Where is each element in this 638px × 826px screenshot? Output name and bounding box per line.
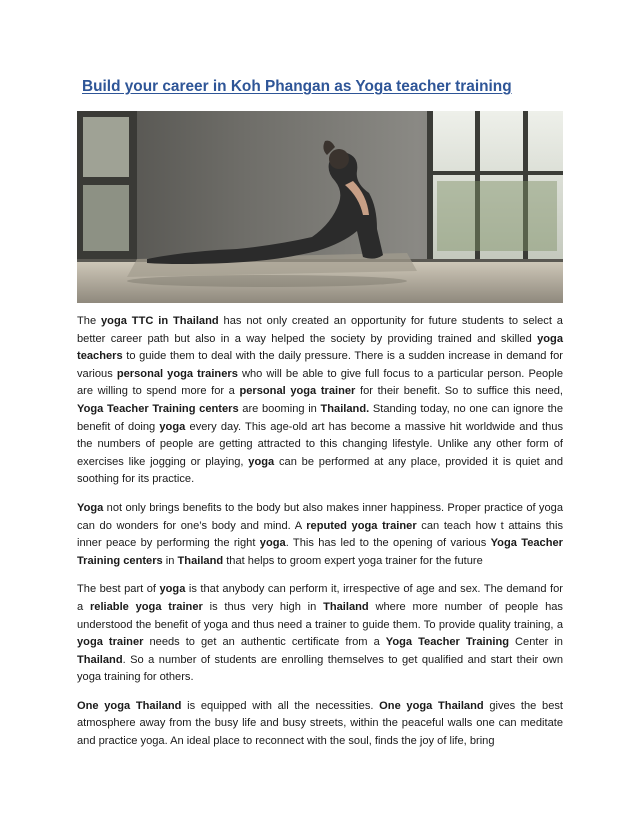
text-run: for their benefit. So to suffice this need,: [355, 385, 563, 398]
bold-keyword: personal yoga trainers: [116, 367, 238, 380]
bold-keyword: yoga TTC in Thailand: [101, 315, 219, 327]
yoga-cobra-pose-photo: [77, 111, 563, 303]
yoga-photo: [77, 111, 563, 303]
text-run: is thus very high in: [202, 600, 324, 613]
bold-keyword: reliable yoga trainer: [89, 600, 203, 613]
text-run: that helps to groom expert yoga trainer for the future: [223, 554, 483, 567]
bold-keyword: yoga: [259, 537, 286, 550]
text-run: can be performed at any place, provided it is quiet and soothing for its practice.: [77, 455, 563, 486]
bold-keyword: yoga trainer: [77, 636, 144, 649]
text-run: not only brings benefits to the body but also makes inner happiness. Proper practice of yoga can do wonders for one’s body and mind. A: [77, 501, 563, 532]
article-body: [77, 313, 563, 762]
bold-keyword: Thailand.: [320, 402, 370, 415]
text-run: The: [77, 315, 102, 327]
text-run: to guide them to deal with the daily pressure. There is a sudden increase in demand for various: [77, 350, 563, 380]
text-run: gives the best atmosphere away from the busy life and busy streets, within the peaceful walls one can meditate and practice yoga. An ideal place to reconnect with the soul, finds the joy of life, bring: [77, 699, 563, 748]
bold-keyword: yoga teachers: [77, 332, 563, 363]
text-run: is that anybody can perform it, irrespective of age and sex. The demand for a: [77, 583, 563, 613]
bold-keyword: Thailand: [323, 600, 369, 613]
bold-keyword: reputed yoga trainer: [306, 519, 417, 532]
text-run: . This has led to the opening of various: [285, 537, 491, 550]
paragraph: [77, 313, 563, 489]
page-title: Build your career in Koh Phangan as Yoga teacher training: [82, 78, 512, 95]
text-run: Standing today, no one can ignore the benefit of doing: [77, 402, 564, 433]
text-run: needs to get an authentic certificate from a: [143, 636, 386, 649]
bold-keyword: One yoga Thailand: [77, 699, 182, 712]
text-run: in: [162, 554, 178, 567]
text-run: who will be able to give full focus to a particular person. People are willing to spend more for a: [77, 367, 563, 398]
text-run: Center in: [509, 636, 563, 649]
text-run: where more number of people has understood the benefit of yoga and thus need a trainer to guide them. To provide quality training, a: [77, 600, 563, 631]
bold-keyword: Thailand: [177, 554, 224, 567]
bold-keyword: Yoga Teacher Training centers: [77, 402, 239, 415]
text-run: can teach how t attains this inner peace by performing the right: [77, 519, 563, 550]
bold-keyword: personal yoga trainer: [239, 385, 356, 398]
bold-keyword: yoga: [159, 420, 186, 433]
bold-keyword: One yoga Thailand: [379, 699, 484, 712]
text-run: has not only created an opportunity for future students to select a better career path but also in a way helped the society by providing trained and skilled: [77, 315, 563, 345]
text-run: are booming in: [238, 402, 321, 415]
bold-keyword: yoga: [159, 583, 186, 596]
paragraph: [77, 581, 563, 687]
paragraph: [77, 500, 563, 570]
bold-keyword: Yoga Teacher Training centers: [77, 537, 563, 567]
bold-keyword: Thailand: [77, 653, 123, 666]
bold-keyword: Yoga Teacher Training: [385, 636, 509, 649]
paragraph: [77, 698, 563, 751]
text-run: . So a number of students are enrolling themselves to get qualified and start their own yoga training for others.: [77, 653, 563, 684]
text-run: every day. This age-old art has become a massive hit worldwide and thus the numbers of people are getting attracted to this changing lifestyle. Unlike any other form of exercises like jogging or playing,: [77, 420, 563, 468]
text-run: is equipped with all the necessities.: [181, 699, 380, 712]
bold-keyword: Yoga: [77, 501, 104, 514]
text-run: The best part of: [77, 583, 160, 596]
bold-keyword: yoga: [248, 455, 275, 468]
